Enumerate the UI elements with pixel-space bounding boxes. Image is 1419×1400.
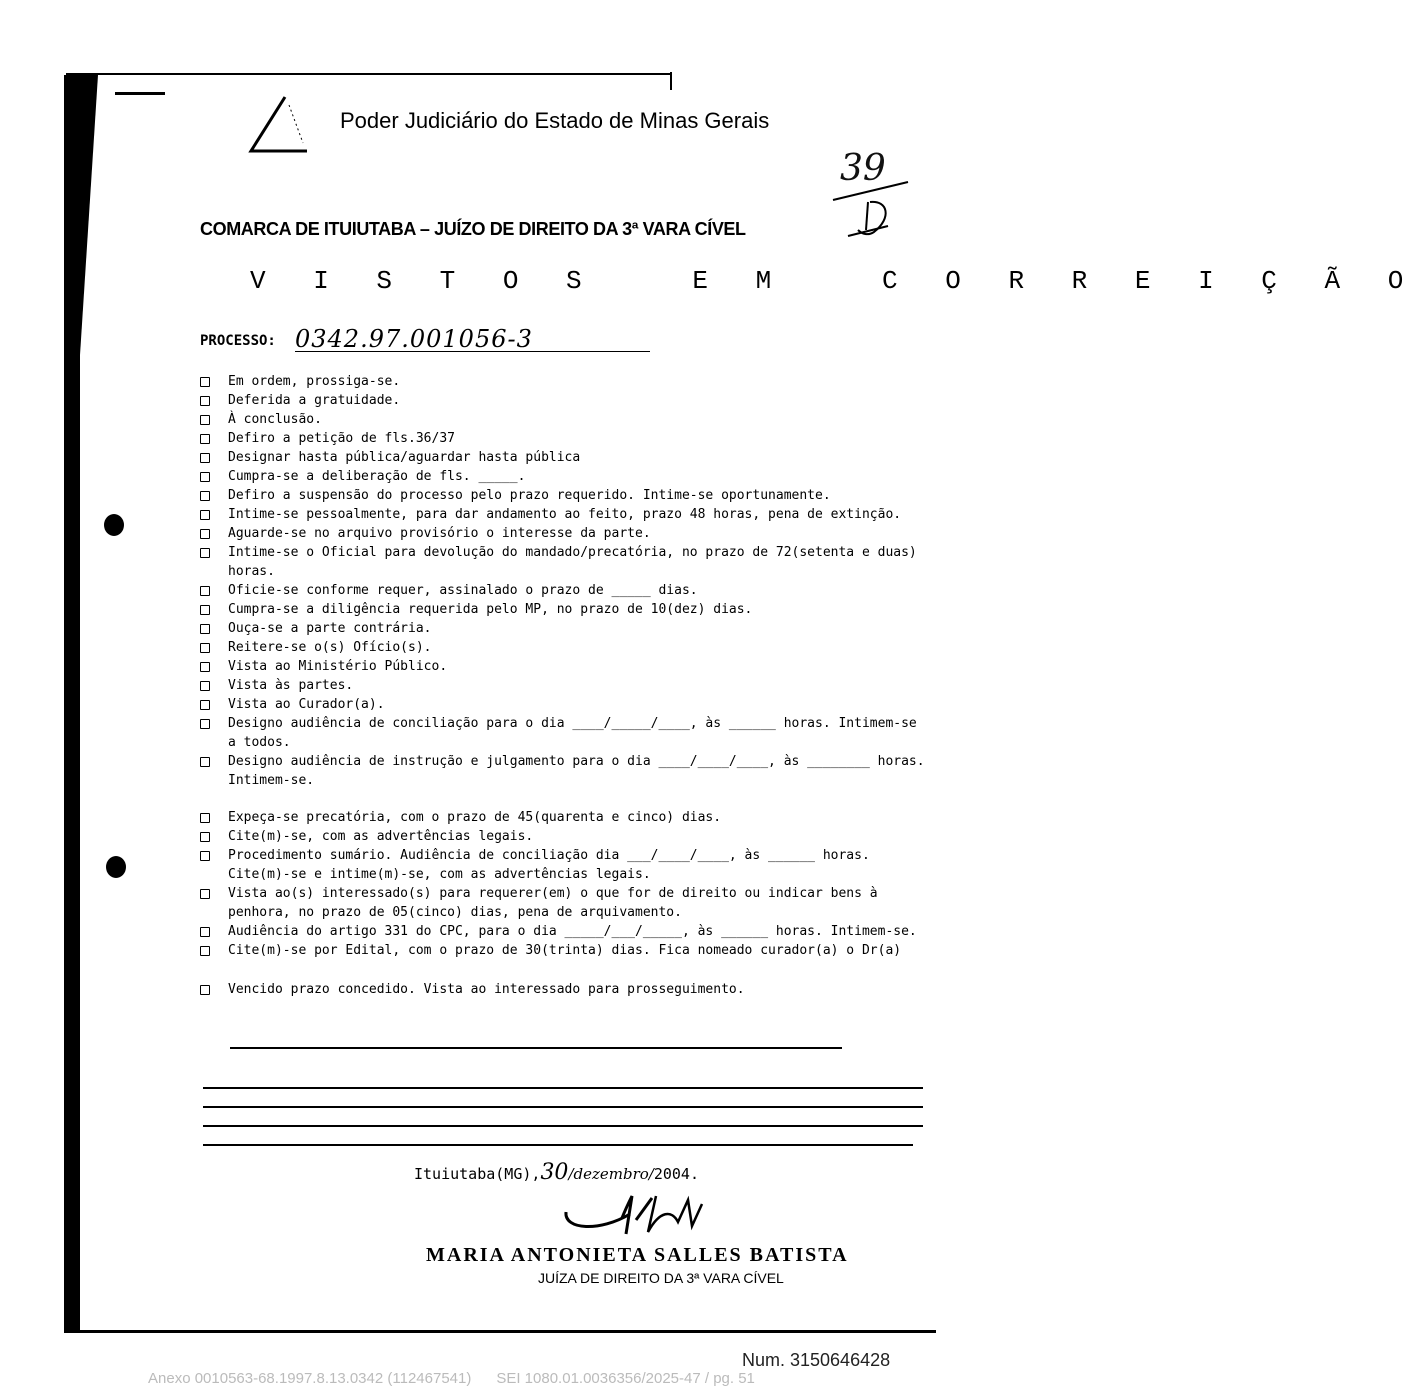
rubric-signature-icon (828, 172, 918, 242)
checkbox-icon[interactable] (200, 605, 210, 615)
section-gap (200, 960, 925, 980)
processo-label: PROCESSO: (200, 333, 276, 349)
page-number-handwritten: 39 (840, 148, 886, 189)
checklist-item[interactable]: Defiro a petição de fls.36/37 (200, 429, 925, 448)
section-gap (200, 790, 925, 808)
checklist (200, 372, 925, 999)
checkbox-icon[interactable] (200, 985, 210, 995)
checkbox-icon[interactable] (200, 472, 210, 482)
checklist-item[interactable]: Vista ao Curador(a). (200, 695, 925, 714)
checkbox-icon[interactable] (200, 681, 210, 691)
border-bottom (66, 1330, 936, 1333)
checklist-item[interactable]: Ouça-se a parte contrária. (200, 619, 925, 638)
processo-number: 0342.97.001056-3 (295, 325, 650, 352)
scan-mark (670, 72, 672, 90)
border-top (66, 73, 671, 75)
checkbox-icon[interactable] (200, 851, 210, 861)
checkbox-icon[interactable] (200, 491, 210, 501)
punch-hole-icon (104, 514, 124, 536)
triangle-logo-icon (245, 95, 315, 160)
checklist-item[interactable]: Expeça-se precatória, com o prazo de 45(quarenta e cinco) dias. (200, 808, 925, 827)
checklist-item[interactable]: Aguarde-se no arquivo provisório o interesse da parte. (200, 524, 925, 543)
checkbox-icon[interactable] (200, 548, 210, 558)
footer-annex: Anexo 0010563-68.1997.8.13.0342 (112467541) SEI 1080.01.0036356/2025-47 / pg. 51 (148, 1370, 755, 1387)
checklist-item[interactable]: Defiro a suspensão do processo pelo prazo requerido. Intime-se oportunamente. (200, 486, 925, 505)
checklist-item[interactable]: Intime-se pessoalmente, para dar andamento ao feito, prazo 48 horas, pena de extinção. (200, 505, 925, 524)
document-number: Num. 3150646428 (742, 1350, 891, 1370)
checklist-item[interactable]: Deferida a gratuidade. (200, 391, 925, 410)
punch-hole-icon (106, 856, 126, 878)
checklist-item[interactable]: Designo audiência de instrução e julgamento para o dia ____/____/____, às ________ horas. Intimem-se. (200, 752, 925, 790)
court-line: COMARCA DE ITUIUTABA – JUÍZO DE DIREITO DA 3ª VARA CÍVEL (200, 219, 746, 239)
checkbox-icon[interactable] (200, 434, 210, 444)
header-title: Poder Judiciário do Estado de Minas Gerais (340, 108, 770, 133)
writing-line (203, 1125, 923, 1127)
place-date-prefix: Ituiutaba(MG), (414, 1165, 541, 1183)
scan-mark (115, 92, 165, 95)
checkbox-icon[interactable] (200, 662, 210, 672)
judge-name: MARIA ANTONIETA SALLES BATISTA (426, 1244, 849, 1266)
border-left (64, 75, 80, 1333)
place-date-month: /dezembro/ (568, 1165, 654, 1183)
checklist-item[interactable]: Cite(m)-se por Edital, com o prazo de 30(trinta) dias. Fica nomeado curador(a) o Dr(a) (200, 941, 925, 960)
checklist-item[interactable]: Vencido prazo concedido. Vista ao interessado para prosseguimento. (200, 980, 925, 999)
checklist-item[interactable]: Designar hasta pública/aguardar hasta pública (200, 448, 925, 467)
checklist-item[interactable]: Vista ao(s) interessado(s) para requerer(em) o que for de direito ou indicar bens à penhora, no prazo de 05(cinco) dias, pena de arquivamento. (200, 884, 925, 922)
judge-title: JUÍZA DE DIREITO DA 3ª VARA CÍVEL (538, 1270, 784, 1286)
checklist-item[interactable]: Reitere-se o(s) Ofício(s). (200, 638, 925, 657)
checkbox-icon[interactable] (200, 529, 210, 539)
checkbox-icon[interactable] (200, 415, 210, 425)
checkbox-icon[interactable] (200, 889, 210, 899)
checkbox-icon[interactable] (200, 757, 210, 767)
writing-line (203, 1087, 923, 1089)
checklist-item[interactable]: Vista às partes. (200, 676, 925, 695)
writing-line (203, 1144, 913, 1146)
checkbox-icon[interactable] (200, 396, 210, 406)
scan-mark (64, 530, 65, 560)
checklist-item[interactable]: Cumpra-se a diligência requerida pelo MP, no prazo de 10(dez) dias. (200, 600, 925, 619)
checkbox-icon[interactable] (200, 813, 210, 823)
border-left-taper (80, 75, 98, 355)
place-date-year: 2004. (653, 1165, 699, 1183)
checkbox-icon[interactable] (200, 946, 210, 956)
checklist-item[interactable]: Audiência do artigo 331 do CPC, para o dia _____/___/_____, às ______ horas. Intimem-se. (200, 922, 925, 941)
checkbox-icon[interactable] (200, 832, 210, 842)
checklist-item[interactable]: Cite(m)-se, com as advertências legais. (200, 827, 925, 846)
checklist-item[interactable]: Procedimento sumário. Audiência de conciliação dia ___/____/____, às ______ horas. Cite(m)-se e intime(m)-se, com as advertências legais. (200, 846, 925, 884)
checkbox-icon[interactable] (200, 510, 210, 520)
checkbox-icon[interactable] (200, 624, 210, 634)
writing-line (230, 1047, 842, 1049)
place-date-day: 30 (540, 1160, 569, 1185)
checkbox-icon[interactable] (200, 700, 210, 710)
checkbox-icon[interactable] (200, 586, 210, 596)
checkbox-icon[interactable] (200, 643, 210, 653)
judge-signature-icon (560, 1190, 720, 1240)
checklist-item[interactable]: Oficie-se conforme requer, assinalado o prazo de _____ dias. (200, 581, 925, 600)
checkbox-icon[interactable] (200, 927, 210, 937)
checklist-item[interactable]: Designo audiência de conciliação para o dia ____/_____/____, às ______ horas. Intimem-se a todos. (200, 714, 925, 752)
checklist-item[interactable]: Intime-se o Oficial para devolução do mandado/precatória, no prazo de 72(setenta e duas) horas. (200, 543, 925, 581)
checkbox-icon[interactable] (200, 377, 210, 387)
checklist-item[interactable]: Em ordem, prossiga-se. (200, 372, 925, 391)
checklist-item[interactable]: À conclusão. (200, 410, 925, 429)
checkbox-icon[interactable] (200, 719, 210, 729)
checkbox-icon[interactable] (200, 453, 210, 463)
heading-vistos-em-correicao: V I S T O S E M C O R R E I Ç Ã O (250, 266, 1419, 296)
place-date (414, 1160, 699, 1185)
checklist-item[interactable]: Cumpra-se a deliberação de fls. _____. (200, 467, 925, 486)
writing-line (203, 1106, 923, 1108)
checklist-item[interactable]: Vista ao Ministério Público. (200, 657, 925, 676)
